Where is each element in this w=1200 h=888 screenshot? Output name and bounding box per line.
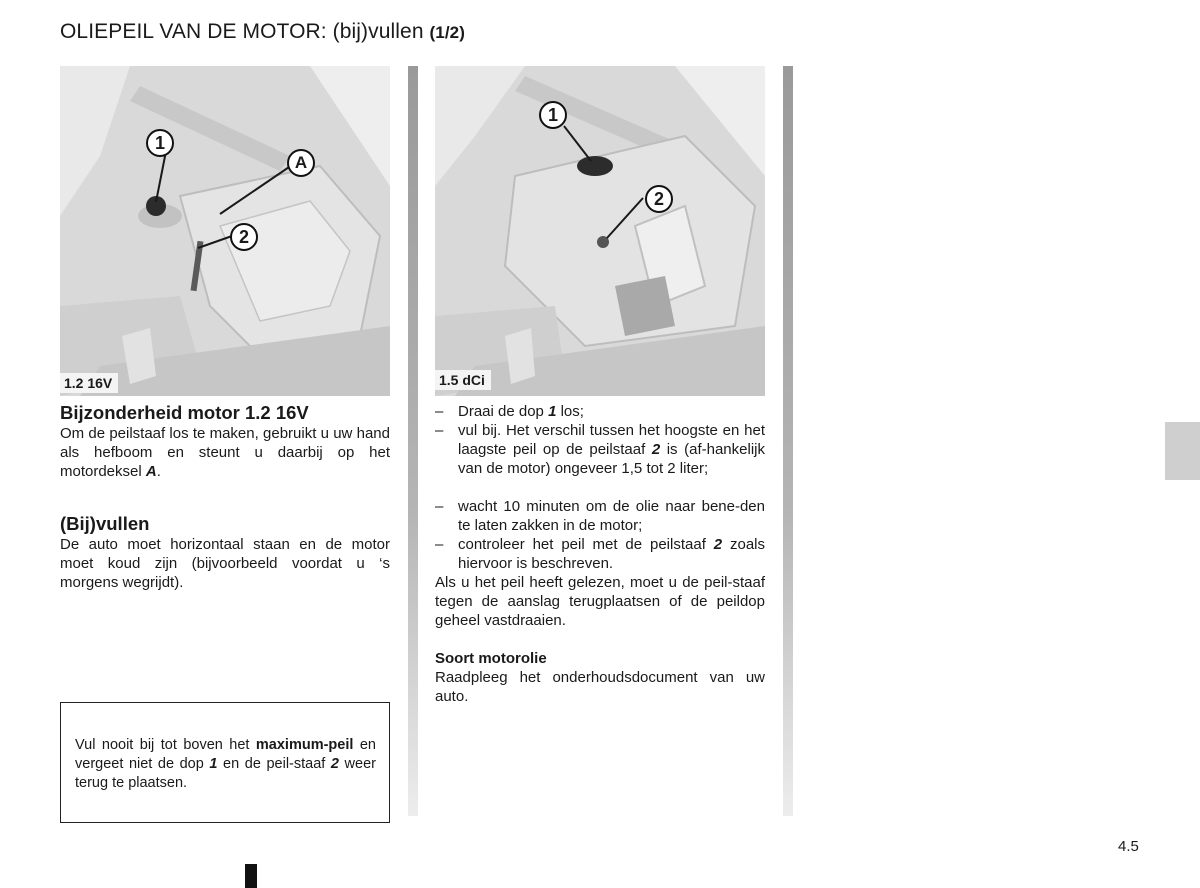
step-4-ref: 2	[713, 536, 723, 553]
binding-mark	[245, 864, 257, 888]
warning-ref-2: 2	[330, 756, 339, 772]
step-3-dash: –	[435, 498, 444, 515]
step-4-post: zoals hiervoor is beschreven.	[458, 536, 766, 572]
step-4-dash: –	[435, 536, 444, 553]
step-1-ref: 1	[548, 403, 557, 420]
oil-type-heading: Soort motorolie	[435, 650, 547, 667]
section-engine-specific-heading: Bijzonderheid motor 1.2 16V	[60, 402, 309, 423]
figure-1-callout-2: 2	[230, 223, 258, 251]
step-2-pre: vul bij. Het verschil tussen het hoogste en het laagste peil op de peilstaaf	[458, 422, 765, 458]
warning-ref-1: 1	[209, 756, 218, 772]
section-engine-specific	[60, 402, 390, 481]
warning-text-3: en de peil-staaf	[217, 756, 331, 772]
step-1-text	[458, 402, 765, 421]
step-4-text	[458, 535, 765, 573]
step-4	[435, 535, 765, 573]
figure-2-callout-2: 2	[645, 185, 673, 213]
figure-2-callout-1: 1	[539, 101, 567, 129]
figure-2-engine-photo	[435, 66, 765, 396]
figure-2-engine-label: 1.5 dCi	[435, 370, 491, 390]
section-filling-heading: (Bij)vullen	[60, 513, 150, 534]
step-1-post: los;	[556, 403, 584, 420]
figure-1-engine-photo	[60, 66, 390, 396]
figure-1-callout-1: 1	[146, 129, 174, 157]
warning-max-level: maximum-peil	[255, 737, 354, 753]
page-number: 4.5	[1118, 838, 1139, 855]
column-divider-right	[783, 66, 793, 816]
section-filling-body: De auto moet horizontaal staan en de motor moet koud zijn (bijvoorbeeld voordat u ‘s morgens wegrijdt).	[60, 536, 390, 591]
step-2-text	[458, 421, 765, 478]
oil-type-body: Raadpleeg het onderhoudsdocument van uw auto.	[435, 669, 765, 705]
step-1-dash: –	[435, 403, 444, 420]
step-2-ref: 2	[651, 441, 661, 458]
step-1-pre: Draai de dop	[458, 403, 549, 420]
ref-cover-A: A	[145, 463, 157, 480]
step-2-post: is (af-hankelijk van de motor) ongeveer 1,5 tot 2 liter;	[458, 441, 765, 477]
step-1	[435, 402, 765, 421]
warning-text-2: en vergeet niet de dop	[75, 737, 376, 772]
step-4-pre: controleer het peil met de peilstaaf	[458, 536, 714, 553]
step-2-dash: –	[435, 422, 444, 439]
warning-text-4: weer terug te plaatsen.	[75, 756, 376, 791]
after-steps-paragraph: Als u het peil heeft gelezen, moet u de peil-staaf tegen de aanslag terugplaatsen of de peildop geheel vastdraaien.	[435, 574, 765, 629]
figure-1-engine-label: 1.2 16V	[60, 373, 118, 393]
section-engine-specific-text: Om de peilstaaf los te maken, gebruikt u uw hand als hefboom en steunt u daarbij op het motordeksel	[60, 425, 390, 480]
figure-1-callout-A: A	[287, 149, 315, 177]
section-engine-specific-body	[60, 424, 390, 481]
step-3	[435, 497, 765, 535]
page-title	[60, 20, 465, 44]
warning-text-1: Vul nooit bij tot boven het	[75, 737, 256, 753]
page-title-suffix: (1/2)	[429, 23, 466, 42]
figure-2-engine-illustration	[435, 66, 765, 396]
warning-box	[60, 702, 390, 823]
page-title-main: OLIEPEIL VAN DE MOTOR: (bij)vullen	[60, 20, 424, 43]
steps-list	[435, 402, 765, 722]
column-divider-left	[408, 66, 418, 816]
figure-1-engine-illustration	[60, 66, 390, 396]
step-3-pre: wacht 10 minuten om de olie naar bene-den te laten zakken in de motor;	[458, 498, 765, 534]
section-filling	[60, 513, 390, 592]
chapter-tab	[1165, 422, 1200, 480]
section-engine-specific-end: .	[156, 463, 161, 480]
step-3-text	[458, 497, 765, 535]
step-2	[435, 421, 765, 478]
warning-text	[75, 736, 376, 793]
